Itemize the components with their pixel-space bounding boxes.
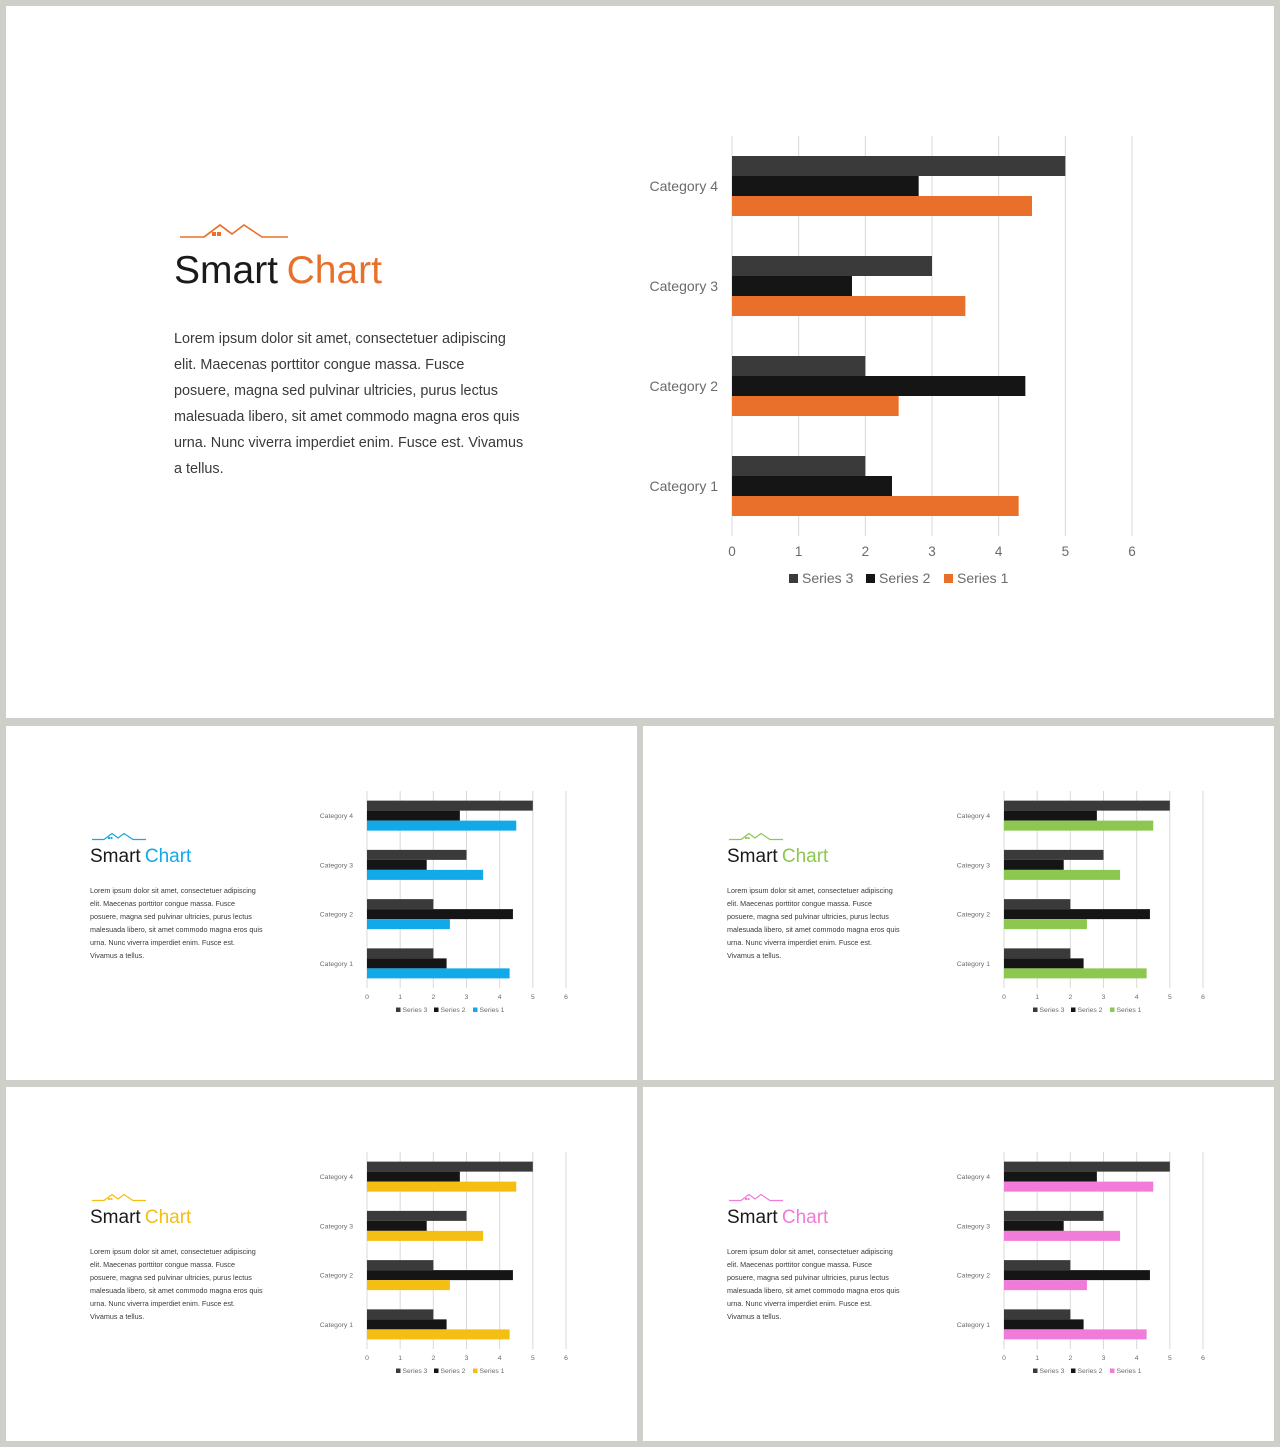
category-label: Category 1 bbox=[956, 1321, 990, 1329]
bar bbox=[732, 176, 919, 196]
legend-label: Series 1 bbox=[479, 1368, 505, 1375]
x-tick-label: 1 bbox=[794, 544, 803, 559]
body-text: Lorem ipsum dolor sit amet, consectetuer adipiscing elit. Maecenas porttitor congue massa. Fusce posuere, magna sed pulvinar ultricies, purus lectus malesuada libero, sit amet commodo magna eros quis urna. Nunc viverra imperdiet enim. Fusce est. Vivamus a tellus. bbox=[727, 886, 900, 960]
x-tick-label: 6 bbox=[1201, 1355, 1205, 1362]
bar bbox=[1004, 1211, 1104, 1221]
bar bbox=[367, 958, 447, 968]
legend-swatch bbox=[434, 1369, 439, 1374]
legend-label: Series 2 bbox=[440, 1368, 466, 1375]
bar bbox=[367, 870, 483, 880]
legend-label: Series 1 bbox=[957, 570, 1009, 586]
slide-blue bbox=[6, 726, 637, 1080]
x-tick-label: 3 bbox=[928, 544, 936, 559]
bar bbox=[732, 276, 852, 296]
x-tick-label: 5 bbox=[1167, 994, 1172, 1001]
body-text: Lorem ipsum dolor sit amet, consectetuer adipiscing elit. Maecenas porttitor congue massa. Fusce posuere, magna sed pulvinar ultricies, purus lectus malesuada libero, sit amet commodo magna eros quis urna. Nunc viverra imperdiet enim. Fusce est. Vivamus a tellus. bbox=[727, 1247, 900, 1321]
bar bbox=[732, 356, 865, 376]
bar bbox=[1004, 1162, 1170, 1172]
legend-swatch bbox=[866, 574, 875, 583]
category-label: Category 2 bbox=[956, 911, 990, 919]
x-tick-label: 1 bbox=[398, 1355, 403, 1362]
bar bbox=[1004, 919, 1087, 929]
slide-green bbox=[643, 726, 1274, 1080]
bar bbox=[367, 909, 513, 919]
x-tick-label: 4 bbox=[994, 544, 1003, 559]
bar bbox=[367, 850, 467, 860]
title-main: Smart bbox=[90, 846, 141, 867]
x-tick-label: 1 bbox=[398, 994, 403, 1001]
x-tick-label: 0 bbox=[1002, 994, 1006, 1001]
category-label: Category 3 bbox=[956, 862, 990, 870]
bar bbox=[732, 496, 1019, 516]
category-label: Category 2 bbox=[319, 1272, 353, 1280]
bar-chart bbox=[643, 1087, 1274, 1441]
x-tick-label: 6 bbox=[1128, 544, 1136, 559]
slide-yellow bbox=[6, 1087, 637, 1441]
bar bbox=[367, 948, 433, 958]
title-main: Smart bbox=[727, 846, 778, 867]
title-accent: Chart bbox=[781, 846, 829, 867]
legend-label: Series 2 bbox=[440, 1007, 466, 1014]
bar bbox=[367, 1309, 433, 1319]
slide-pink bbox=[643, 1087, 1274, 1441]
body-text: Lorem ipsum dolor sit amet, consectetuer adipiscing elit. Maecenas porttitor congue massa. Fusce posuere, magna sed pulvinar ultricies, purus lectus malesuada libero, sit amet commodo magna eros quis urna. Nunc viverra imperdiet enim. Fusce est. Vivamus a tellus. bbox=[90, 1247, 263, 1321]
bar bbox=[732, 396, 899, 416]
legend-swatch bbox=[789, 574, 798, 583]
x-tick-label: 0 bbox=[1002, 1355, 1006, 1362]
x-tick-label: 0 bbox=[365, 994, 369, 1001]
x-tick-label: 6 bbox=[1201, 994, 1205, 1001]
x-tick-label: 4 bbox=[1134, 1355, 1139, 1362]
legend-label: Series 3 bbox=[1039, 1368, 1065, 1375]
category-label: Category 3 bbox=[319, 1223, 353, 1231]
x-tick-label: 4 bbox=[497, 994, 502, 1001]
bar bbox=[1004, 801, 1170, 811]
bar bbox=[367, 919, 450, 929]
bar bbox=[1004, 1231, 1120, 1241]
bar bbox=[732, 256, 932, 276]
legend-swatch bbox=[1110, 1008, 1115, 1013]
bar bbox=[1004, 1329, 1147, 1339]
bar bbox=[1004, 899, 1070, 909]
bar bbox=[732, 156, 1065, 176]
category-label: Category 4 bbox=[319, 813, 353, 821]
legend-swatch bbox=[434, 1008, 439, 1013]
legend-label: Series 3 bbox=[802, 570, 854, 586]
bar bbox=[732, 196, 1032, 216]
bar bbox=[367, 1270, 513, 1280]
bar bbox=[1004, 850, 1104, 860]
legend-swatch bbox=[1071, 1008, 1076, 1013]
legend-label: Series 1 bbox=[1116, 1007, 1142, 1014]
category-label: Category 1 bbox=[319, 1321, 353, 1329]
legend-swatch bbox=[473, 1008, 478, 1013]
category-label: Category 4 bbox=[649, 177, 718, 194]
bar bbox=[367, 1329, 510, 1339]
bar bbox=[367, 1221, 427, 1231]
legend-label: Series 2 bbox=[1077, 1007, 1103, 1014]
x-tick-label: 3 bbox=[1101, 994, 1106, 1001]
legend-swatch bbox=[1033, 1008, 1038, 1013]
bar bbox=[1004, 860, 1064, 870]
legend-label: Series 1 bbox=[479, 1007, 505, 1014]
legend-swatch bbox=[473, 1369, 478, 1374]
category-label: Category 1 bbox=[956, 960, 990, 968]
bar bbox=[1004, 958, 1084, 968]
category-label: Category 2 bbox=[956, 1272, 990, 1280]
x-tick-label: 5 bbox=[530, 1355, 535, 1362]
bar bbox=[1004, 1309, 1070, 1319]
bar bbox=[367, 1319, 447, 1329]
bar bbox=[1004, 1172, 1097, 1182]
x-tick-label: 2 bbox=[431, 994, 436, 1001]
bar-chart bbox=[6, 726, 637, 1080]
x-tick-label: 6 bbox=[564, 1355, 568, 1362]
body-text: Lorem ipsum dolor sit amet, consectetuer adipiscing elit. Maecenas porttitor congue massa. Fusce posuere, magna sed pulvinar ultricies, purus lectus malesuada libero, sit amet commodo magna eros quis urna. Nunc viverra imperdiet enim. Fusce est. Vivamus a tellus. bbox=[174, 331, 524, 477]
title-main: Smart bbox=[727, 1207, 778, 1228]
x-tick-label: 0 bbox=[365, 1355, 369, 1362]
category-label: Category 4 bbox=[319, 1174, 353, 1182]
category-label: Category 4 bbox=[956, 1174, 990, 1182]
bar bbox=[367, 968, 510, 978]
bar bbox=[1004, 821, 1153, 831]
x-tick-label: 2 bbox=[861, 544, 870, 559]
bar bbox=[367, 860, 427, 870]
bar bbox=[1004, 1182, 1153, 1192]
bar bbox=[1004, 1319, 1084, 1329]
title-main: Smart bbox=[90, 1207, 141, 1228]
x-tick-label: 3 bbox=[1101, 1355, 1106, 1362]
legend-swatch bbox=[944, 574, 953, 583]
x-tick-label: 5 bbox=[1061, 544, 1070, 559]
bar bbox=[367, 801, 533, 811]
bar bbox=[367, 1162, 533, 1172]
x-tick-label: 4 bbox=[497, 1355, 502, 1362]
legend-label: Series 1 bbox=[1116, 1368, 1142, 1375]
category-label: Category 2 bbox=[649, 377, 718, 394]
category-label: Category 3 bbox=[956, 1223, 990, 1231]
title-main: Smart bbox=[174, 249, 279, 292]
legend-label: Series 3 bbox=[402, 1007, 428, 1014]
bar bbox=[732, 456, 865, 476]
bar bbox=[1004, 1221, 1064, 1231]
x-tick-label: 3 bbox=[464, 994, 469, 1001]
category-label: Category 1 bbox=[319, 960, 353, 968]
bar bbox=[732, 476, 892, 496]
x-tick-label: 0 bbox=[728, 544, 736, 559]
legend-label: Series 2 bbox=[1077, 1368, 1103, 1375]
x-tick-label: 2 bbox=[431, 1355, 436, 1362]
bar bbox=[367, 1211, 467, 1221]
x-tick-label: 3 bbox=[464, 1355, 469, 1362]
legend-label: Series 3 bbox=[402, 1368, 428, 1375]
bar bbox=[1004, 870, 1120, 880]
title-accent: Chart bbox=[144, 1207, 192, 1228]
bar bbox=[1004, 1270, 1150, 1280]
bar bbox=[1004, 811, 1097, 821]
x-tick-label: 6 bbox=[564, 994, 568, 1001]
category-label: Category 3 bbox=[649, 277, 718, 294]
bar bbox=[732, 296, 965, 316]
legend-swatch bbox=[1033, 1369, 1038, 1374]
bar-chart bbox=[643, 726, 1274, 1080]
bar bbox=[367, 1172, 460, 1182]
bar bbox=[367, 811, 460, 821]
body-text: Lorem ipsum dolor sit amet, consectetuer adipiscing elit. Maecenas porttitor congue massa. Fusce posuere, magna sed pulvinar ultricies, purus lectus malesuada libero, sit amet commodo magna eros quis urna. Nunc viverra imperdiet enim. Fusce est. Vivamus a tellus. bbox=[90, 886, 263, 960]
title-accent: Chart bbox=[144, 846, 192, 867]
bar bbox=[1004, 968, 1147, 978]
x-tick-label: 1 bbox=[1035, 1355, 1040, 1362]
x-tick-label: 4 bbox=[1134, 994, 1139, 1001]
bar bbox=[1004, 909, 1150, 919]
bar bbox=[367, 821, 516, 831]
legend-label: Series 3 bbox=[1039, 1007, 1065, 1014]
title-accent: Chart bbox=[286, 249, 382, 292]
bar bbox=[1004, 1260, 1070, 1270]
x-tick-label: 5 bbox=[1167, 1355, 1172, 1362]
category-label: Category 4 bbox=[956, 813, 990, 821]
x-tick-label: 2 bbox=[1068, 1355, 1073, 1362]
bar bbox=[367, 899, 433, 909]
bar bbox=[1004, 948, 1070, 958]
legend-swatch bbox=[1071, 1369, 1076, 1374]
bar bbox=[1004, 1280, 1087, 1290]
category-label: Category 1 bbox=[649, 477, 718, 494]
bar-chart bbox=[6, 1087, 637, 1441]
legend-swatch bbox=[396, 1008, 401, 1013]
legend-swatch bbox=[396, 1369, 401, 1374]
legend-swatch bbox=[1110, 1369, 1115, 1374]
x-tick-label: 2 bbox=[1068, 994, 1073, 1001]
category-label: Category 3 bbox=[319, 862, 353, 870]
bar bbox=[367, 1182, 516, 1192]
slide-main bbox=[6, 6, 1274, 718]
x-tick-label: 5 bbox=[530, 994, 535, 1001]
bar bbox=[367, 1260, 433, 1270]
title-accent: Chart bbox=[781, 1207, 829, 1228]
bar bbox=[367, 1280, 450, 1290]
category-label: Category 2 bbox=[319, 911, 353, 919]
legend-label: Series 2 bbox=[879, 570, 931, 586]
x-tick-label: 1 bbox=[1035, 994, 1040, 1001]
bar bbox=[367, 1231, 483, 1241]
bar bbox=[732, 376, 1025, 396]
bar-chart bbox=[6, 6, 1274, 718]
